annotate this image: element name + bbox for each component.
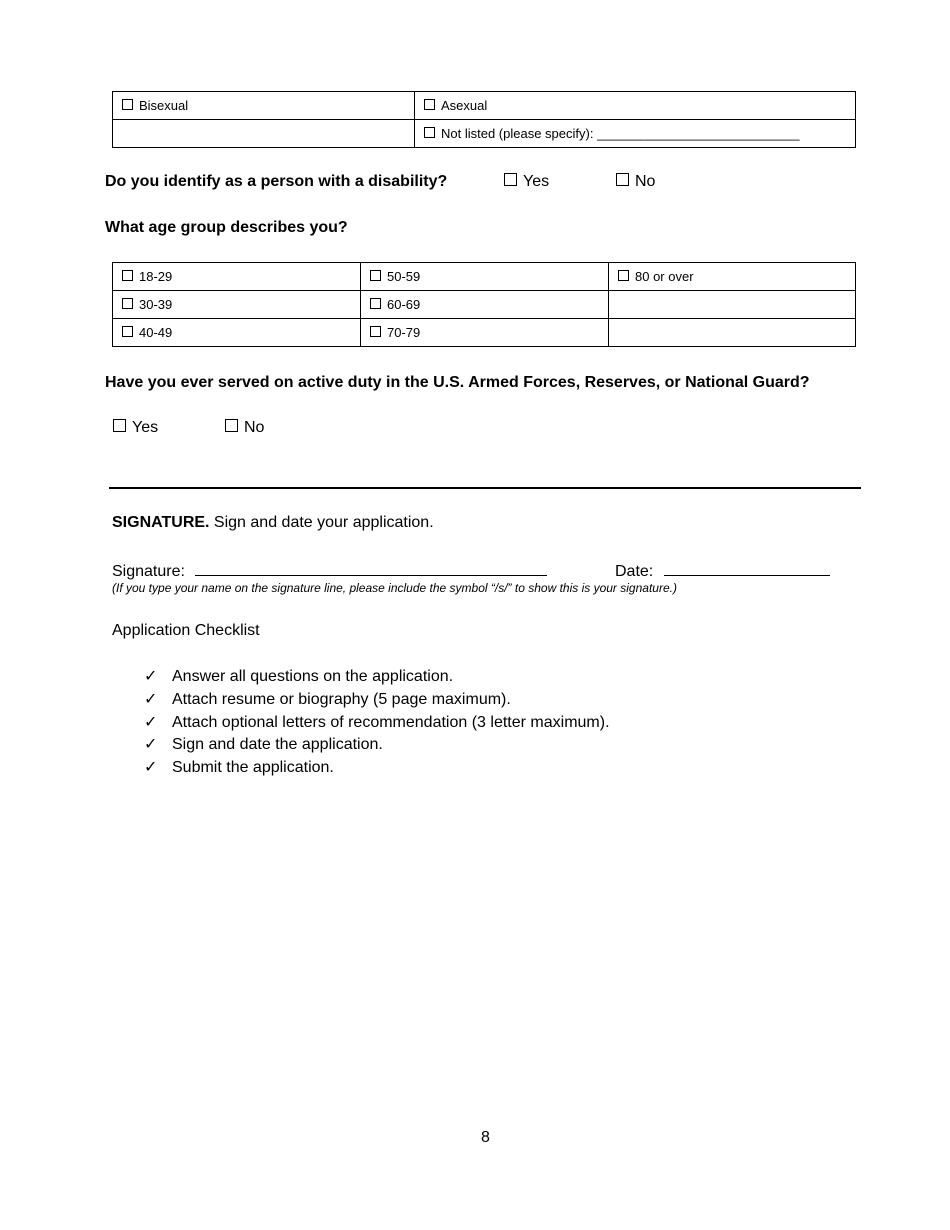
checklist-item-text: Attach optional letters of recommendation (3 letter maximum). bbox=[172, 713, 610, 731]
checklist-item bbox=[144, 712, 610, 735]
option-label: 80 or over bbox=[635, 269, 694, 284]
signature-heading bbox=[112, 514, 434, 532]
checkbox-age-50-59[interactable] bbox=[370, 270, 381, 281]
option-label: Yes bbox=[523, 173, 550, 190]
orientation-table bbox=[112, 91, 856, 148]
signature-label: Signature: bbox=[112, 563, 185, 580]
disability-yes-option[interactable] bbox=[504, 173, 549, 191]
table-cell bbox=[415, 120, 856, 148]
checkbox-disability-no[interactable] bbox=[616, 173, 629, 186]
checkbox-age-40-49[interactable] bbox=[122, 326, 133, 337]
checkbox-age-60-69[interactable] bbox=[370, 298, 381, 309]
table-cell bbox=[113, 92, 415, 120]
option-label: 70-79 bbox=[387, 325, 421, 340]
section-divider bbox=[109, 487, 861, 489]
checklist-item bbox=[144, 689, 610, 712]
table-row bbox=[113, 291, 856, 319]
option-label: 50-59 bbox=[387, 269, 421, 284]
checkbox-disability-yes[interactable] bbox=[504, 173, 517, 186]
option-label: Yes bbox=[132, 419, 159, 436]
checkmark-icon: ✓ bbox=[144, 690, 158, 708]
age-question: What age group describes you? bbox=[105, 219, 348, 236]
option-label: Not listed (please specify): ____________________________ bbox=[441, 126, 800, 141]
table-cell bbox=[361, 263, 609, 291]
table-cell bbox=[113, 319, 361, 347]
table-cell bbox=[609, 319, 856, 347]
option-label: Bisexual bbox=[139, 98, 189, 113]
option-label: 30-39 bbox=[139, 297, 173, 312]
table-cell bbox=[415, 92, 856, 120]
option-label: Asexual bbox=[441, 98, 488, 113]
checkmark-icon: ✓ bbox=[144, 668, 158, 685]
military-no-option[interactable] bbox=[225, 419, 264, 437]
checkbox-age-30-39[interactable] bbox=[122, 298, 133, 309]
page-number: 8 bbox=[481, 1129, 490, 1146]
checklist-title: Application Checklist bbox=[112, 622, 260, 639]
table-cell bbox=[361, 291, 609, 319]
checkbox-military-yes[interactable] bbox=[113, 419, 126, 432]
signature-note: (If you type your name on the signature line, please include the symbol “/s/” to show this is your signature.) bbox=[112, 581, 677, 595]
table-row bbox=[113, 319, 856, 347]
checklist bbox=[144, 666, 610, 780]
option-label: No bbox=[635, 173, 656, 190]
table-cell bbox=[361, 319, 609, 347]
checkmark-icon: ✓ bbox=[144, 713, 158, 731]
disability-question: Do you identify as a person with a disability? bbox=[105, 173, 448, 190]
table-row bbox=[113, 263, 856, 291]
table-cell bbox=[113, 263, 361, 291]
signature-line bbox=[112, 559, 547, 581]
signature-heading-bold: SIGNATURE. bbox=[112, 514, 210, 531]
checkbox-age-80-over[interactable] bbox=[618, 270, 629, 281]
table-row bbox=[113, 120, 856, 148]
checklist-item bbox=[144, 734, 610, 757]
option-label: 18-29 bbox=[139, 269, 173, 284]
checklist-item bbox=[144, 666, 610, 689]
military-question: Have you ever served on active duty in the U.S. Armed Forces, Reserves, or National Guard? bbox=[105, 374, 810, 391]
checklist-item-text: Sign and date the application. bbox=[172, 736, 383, 754]
table-cell bbox=[609, 291, 856, 319]
checkbox-bisexual[interactable] bbox=[122, 99, 133, 110]
checkbox-not-listed[interactable] bbox=[424, 127, 435, 138]
date-label: Date: bbox=[615, 563, 654, 580]
checklist-item bbox=[144, 757, 610, 780]
date-field[interactable] bbox=[664, 559, 830, 576]
table-cell bbox=[113, 120, 415, 148]
checkbox-asexual[interactable] bbox=[424, 99, 435, 110]
checklist-item-text: Answer all questions on the application. bbox=[172, 668, 454, 685]
option-label: 60-69 bbox=[387, 297, 421, 312]
disability-no-option[interactable] bbox=[616, 173, 655, 191]
checkbox-military-no[interactable] bbox=[225, 419, 238, 432]
option-label: No bbox=[244, 419, 265, 436]
signature-heading-text: Sign and date your application. bbox=[209, 514, 434, 531]
checkbox-age-70-79[interactable] bbox=[370, 326, 381, 337]
checkmark-icon: ✓ bbox=[144, 736, 158, 754]
table-cell bbox=[113, 291, 361, 319]
checkmark-icon: ✓ bbox=[144, 759, 158, 777]
date-line bbox=[615, 559, 830, 581]
table-cell bbox=[609, 263, 856, 291]
checklist-item-text: Attach resume or biography (5 page maximum). bbox=[172, 690, 511, 708]
military-yes-option[interactable] bbox=[113, 419, 158, 437]
checkbox-age-18-29[interactable] bbox=[122, 270, 133, 281]
option-label: 40-49 bbox=[139, 325, 173, 340]
table-row bbox=[113, 92, 856, 120]
checklist-item-text: Submit the application. bbox=[172, 759, 334, 777]
signature-field[interactable] bbox=[195, 559, 547, 576]
age-table bbox=[112, 262, 856, 347]
